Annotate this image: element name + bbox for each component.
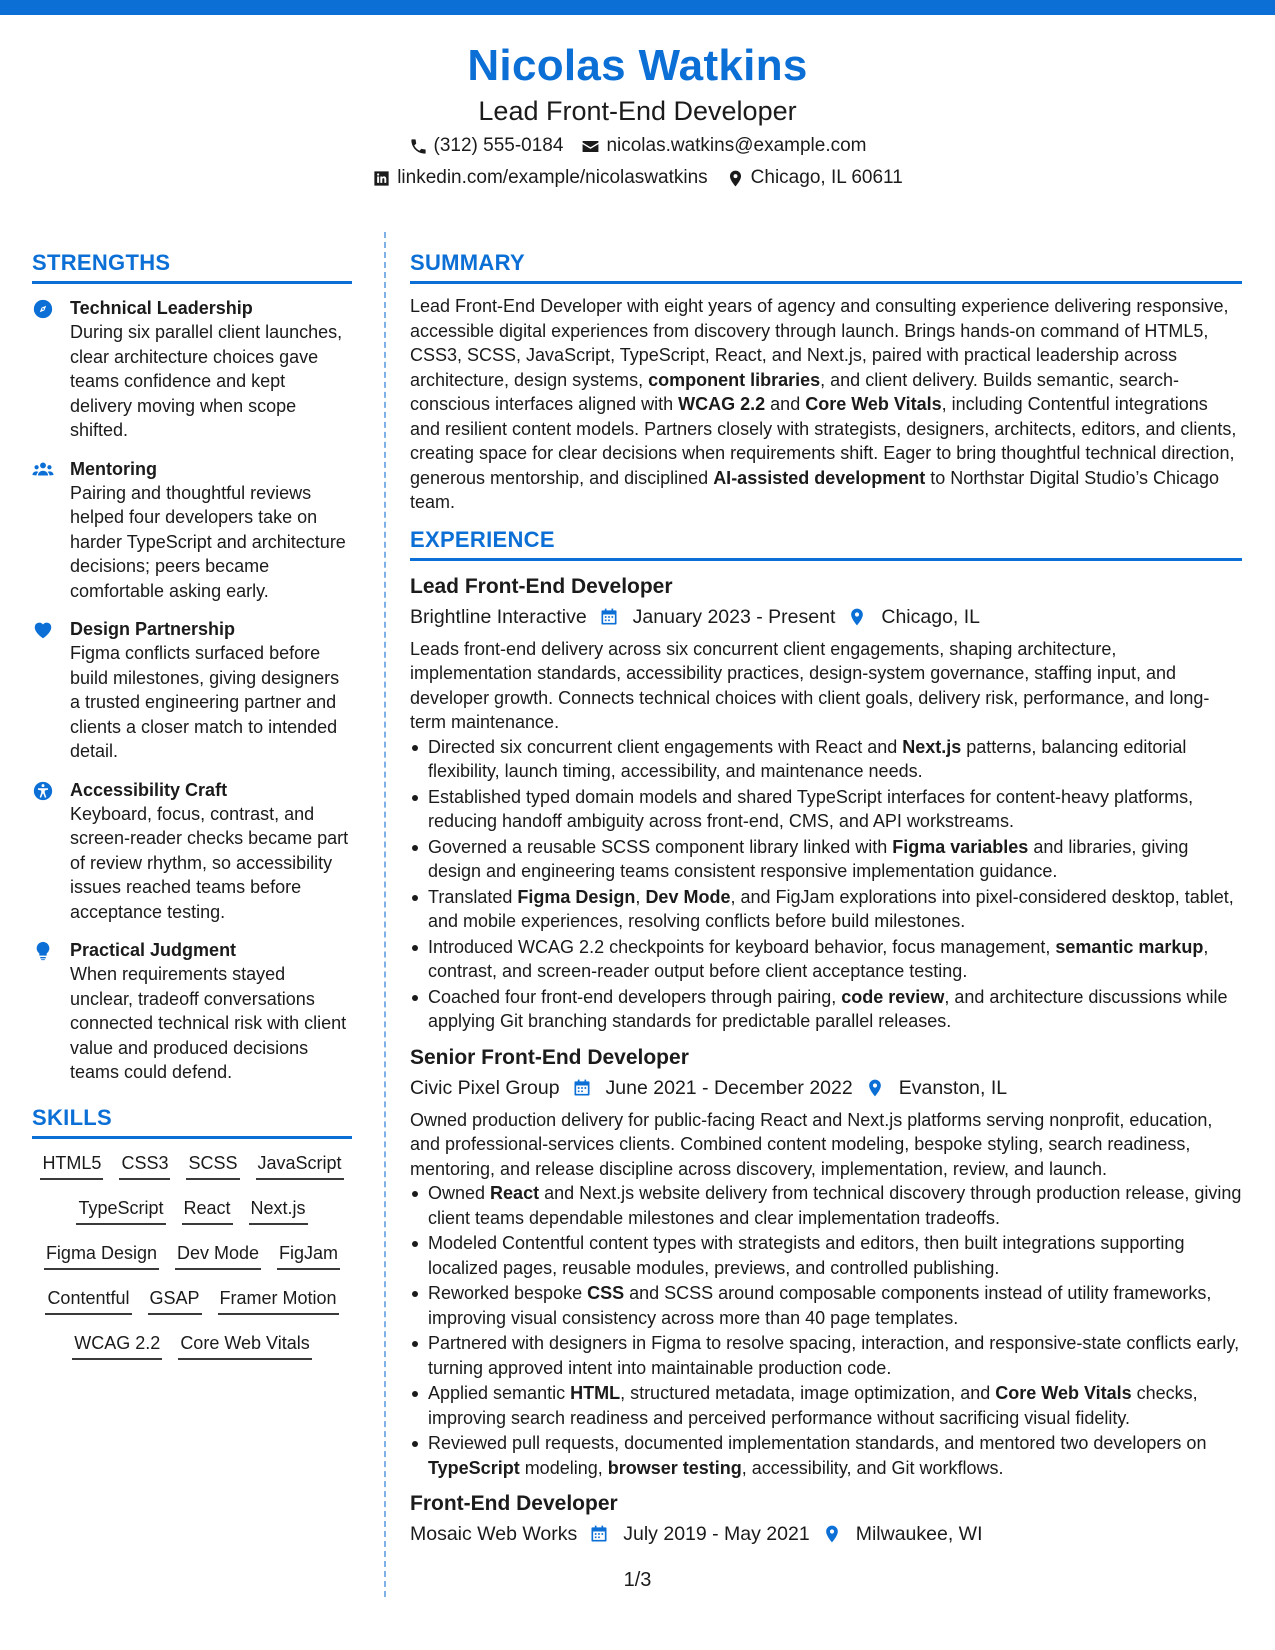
text-run: Reviewed pull requests, documented implementation standards, and mentored two developers on [428, 1433, 1207, 1453]
text-run: Governed a reusable SCSS component library linked with [428, 836, 893, 857]
bullet-item [428, 1231, 1242, 1280]
calendar-icon [589, 1524, 609, 1544]
contact-row-2 [0, 164, 1275, 192]
top-accent-bar [0, 0, 1275, 15]
skills-row [32, 1241, 352, 1270]
skill-tag: JavaScript [256, 1151, 344, 1180]
skills-row [32, 1331, 352, 1360]
job-bullets [410, 735, 1242, 1034]
emphasis-text: CSS [587, 1283, 625, 1303]
bullet-item [428, 1331, 1242, 1380]
job-company: Mosaic Web Works [410, 1523, 578, 1545]
lightbulb-icon [32, 940, 54, 962]
skills-row [32, 1151, 352, 1180]
bullet-item [428, 1431, 1242, 1480]
experience-heading: EXPERIENCE [410, 525, 1242, 561]
candidate-role: Lead Front-End Developer [478, 96, 797, 126]
skill-tag: React [182, 1196, 233, 1225]
text-run: , including Contentful integrations and resilient content models. Partners closely with strategists, designers, architects, editors, and clients, creating space for clear decisions when requirements shift. Eager to bring thoughtful technical direction, generous mentorship, and disciplined [410, 394, 1237, 488]
linkedin-contact[interactable] [372, 164, 707, 192]
text-run: and SCSS around composable components instead of utility frameworks, improving visual consistency across more than 40 page templates. [428, 1283, 1212, 1328]
contact-row-1 [0, 132, 1275, 160]
text-run: to Northstar Digital Studio’s Chicago team. [410, 467, 1220, 512]
phone-contact [409, 132, 564, 160]
job-entry [410, 1044, 1242, 1481]
skill-tag: GSAP [148, 1286, 202, 1315]
text-run: Modeled Contentful content types with strategists and editors, then built integrations supporting localized pages, reusable modules, previews, and controlled publishing. [428, 1233, 1185, 1278]
candidate-name: Nicolas Watkins [467, 41, 808, 90]
skill-tag: Framer Motion [218, 1286, 339, 1315]
skills-row [32, 1196, 352, 1225]
emphasis-text: code review [841, 986, 945, 1007]
email-text[interactable]: nicolas.watkins@example.com [606, 135, 867, 156]
text-run: and Next.js website delivery from technical discovery through production release, giving client teams dependable milestones and clear implementation tradeoffs. [428, 1183, 1242, 1228]
strength-title: Design Partnership [70, 619, 236, 639]
job-location: Milwaukee, WI [855, 1523, 983, 1545]
bullet-item [428, 1181, 1242, 1230]
text-run: , and client delivery. Builds semantic, search-conscious interfaces aligned with [410, 369, 1179, 414]
phone-icon [409, 137, 428, 156]
skill-tag: Next.js [249, 1196, 308, 1225]
skills-row [32, 1286, 352, 1315]
skills-section [32, 1103, 352, 1360]
job-meta [410, 601, 1242, 633]
left-column [32, 248, 352, 1376]
emphasis-text: Core Web Vitals [995, 1383, 1132, 1403]
job-location: Evanston, IL [898, 1076, 1008, 1099]
skill-tag: Contentful [45, 1286, 131, 1315]
emphasis-text: Next.js [902, 736, 962, 757]
strength-desc: Keyboard, focus, contrast, and screen-reader checks became part of review rhythm, so accessibility issues reached teams before acceptance testing. [70, 803, 349, 922]
skill-tag: HTML5 [40, 1151, 103, 1180]
text-run: Reworked bespoke [428, 1283, 588, 1303]
strength-item [32, 296, 352, 443]
map-pin-icon [865, 1078, 885, 1098]
text-run: Owned [428, 1183, 491, 1203]
map-pin-icon [822, 1524, 842, 1544]
emphasis-text: Figma Design [517, 886, 636, 907]
text-run: , accessibility, and Git workflows. [741, 1457, 1004, 1478]
strength-desc: During six parallel client launches, clear architecture choices gave teams confidence and kept delivery moving when scope shifted. [70, 322, 343, 440]
bullet-item [428, 935, 1242, 984]
text-run: Partnered with designers in Figma to resolve spacing, interaction, and responsive-state conflicts early, turning approved intent into maintainable production code. [428, 1333, 1240, 1378]
bullet-item [428, 835, 1242, 884]
emphasis-text: React [490, 1183, 540, 1203]
job-location: Chicago, IL [881, 605, 981, 628]
skill-tag: Core Web Vitals [178, 1331, 311, 1360]
right-column [410, 248, 1242, 1560]
emphasis-text: component libraries [648, 369, 821, 390]
job-dates: June 2021 - December 2022 [605, 1076, 853, 1099]
text-run: Coached four front-end developers through pairing, [428, 986, 842, 1007]
column-divider [384, 232, 386, 1597]
text-run: and [765, 394, 806, 414]
text-run: modeling, [519, 1457, 608, 1478]
text-run: patterns, balancing editorial flexibility, launch timing, accessibility, and maintenance needs. [428, 736, 1187, 781]
skill-tag: CSS3 [119, 1151, 170, 1180]
job-title: Front-End Developer [410, 1492, 618, 1515]
summary-heading: SUMMARY [410, 248, 1242, 284]
skill-tag: Dev Mode [175, 1241, 261, 1270]
job-meta [410, 1518, 1242, 1550]
resume-header [0, 40, 1275, 192]
summary-text [410, 294, 1242, 515]
skill-tag: WCAG 2.2 [72, 1331, 162, 1360]
strengths-heading: STRENGTHS [32, 248, 352, 284]
emphasis-text: Dev Mode [645, 886, 731, 907]
skill-tag: Figma Design [44, 1241, 159, 1270]
strength-item [32, 617, 352, 764]
text-run: , contrast, and screen-reader output before client acceptance testing. [428, 936, 1209, 981]
text-run: Introduced WCAG 2.2 checkpoints for keyboard behavior, focus management, [428, 936, 1056, 957]
bullet-item [428, 735, 1242, 784]
strength-title: Practical Judgment [70, 940, 237, 960]
text-run: Applied semantic [428, 1383, 571, 1403]
skill-tag: FigJam [277, 1241, 340, 1270]
emphasis-text: AI-assisted development [713, 467, 926, 488]
strength-item [32, 938, 352, 1085]
text-run: checks, improving search readiness and perceived performance without sacrificing visual fidelity. [428, 1383, 1198, 1428]
page-number: 1/3 [623, 1569, 652, 1591]
strength-title: Mentoring [70, 458, 157, 479]
skill-tag: TypeScript [76, 1196, 165, 1225]
bullet-item [428, 785, 1242, 834]
job-description: Owned production delivery for public-facing React and Next.js platforms serving nonprofit, education, and professional-services clients. Combined content modeling, bespoke styling, search readiness, mentoring, and release discipline across discovery, implementation, review, and launch. [410, 1109, 1213, 1179]
emphasis-text: browser testing [607, 1457, 742, 1478]
linkedin-icon [372, 169, 391, 188]
strength-desc: When requirements stayed unclear, tradeoff conversations connected technical risk with client value and produced decisions teams could defend. [70, 964, 347, 1082]
text-run: , and FigJam explorations into pixel-considered desktop, tablet, and mobile experiences, resolving conflicts before build milestones. [428, 886, 1234, 931]
skill-tag: SCSS [186, 1151, 239, 1180]
job-title: Senior Front-End Developer [410, 1045, 689, 1069]
text-run: Established typed domain models and shared TypeScript interfaces for content-heavy platforms, reducing handoff ambiguity across front-end, CMS, and API workstreams. [428, 786, 1194, 831]
text-run: Lead Front-End Developer with eight years of agency and consulting experience delivering responsive, accessible digital experiences from discovery through launch. Brings hands-on command of HTML5, CSS3, SCSS, JavaScript, TypeScript, React, and Next.js, paired with practical leadership across architecture, design systems, [410, 296, 1229, 390]
job-company: Brightline Interactive [410, 605, 587, 628]
job-dates: January 2023 - Present [632, 605, 836, 628]
bullet-item [428, 985, 1242, 1034]
accessibility-icon [32, 780, 54, 802]
text-run: , [635, 886, 646, 907]
strength-desc: Figma conflicts surfaced before build milestones, giving designers a trusted engineering partner and clients a closer match to intended detail. [70, 643, 340, 761]
bullet-item [428, 1381, 1242, 1430]
emphasis-text: TypeScript [428, 1457, 520, 1478]
emphasis-text: Core Web Vitals [805, 394, 942, 414]
text-run: , and architecture discussions while applying Git branching standards for predictable parallel releases. [428, 986, 1228, 1031]
emphasis-text: HTML [570, 1383, 621, 1403]
strength-title: Technical Leadership [70, 298, 253, 318]
emphasis-text: Figma variables [892, 836, 1029, 857]
emphasis-text: WCAG 2.2 [678, 394, 766, 414]
calendar-icon [572, 1078, 592, 1098]
job-description: Leads front-end delivery across six concurrent client engagements, shaping architecture, implementation standards, accessibility practices, design-system governance, staffing input, and developer growth. Connects technical choices with client goals, delivery risk, performance, and long-term maintenance. [410, 638, 1210, 732]
location-contact [726, 164, 903, 192]
compass-icon [32, 298, 54, 320]
bullet-item [428, 885, 1242, 934]
envelope-icon [581, 137, 600, 156]
job-bullets [410, 1181, 1242, 1480]
job-company: Civic Pixel Group [410, 1076, 560, 1099]
email-contact[interactable] [581, 132, 866, 160]
bullet-item [428, 1281, 1242, 1330]
users-icon [32, 459, 54, 481]
map-pin-icon [847, 607, 867, 627]
linkedin-text[interactable]: linkedin.com/example/nicolaswatkins [397, 167, 708, 188]
calendar-icon [599, 607, 619, 627]
strength-desc: Pairing and thoughtful reviews helped four developers take on harder TypeScript and architecture decisions; peers became comfortable asking early. [70, 482, 346, 601]
emphasis-text: semantic markup [1055, 936, 1204, 957]
text-run: Directed six concurrent client engagements with React and [428, 736, 903, 757]
strength-item [32, 457, 352, 604]
strength-title: Accessibility Craft [70, 779, 228, 800]
job-entry [410, 573, 1242, 1034]
job-dates: July 2019 - May 2021 [623, 1523, 810, 1545]
text-run: and libraries, giving design and engineering teams consistent responsive implementation guidance. [428, 836, 1189, 881]
location-text: Chicago, IL 60611 [750, 167, 903, 188]
text-run: Translated [428, 886, 518, 907]
skills-heading: SKILLS [32, 1103, 352, 1139]
text-run: , structured metadata, image optimization, and [620, 1383, 996, 1403]
job-meta [410, 1072, 1242, 1104]
heart-icon [32, 619, 54, 641]
job-entry [410, 1490, 1242, 1550]
job-title: Lead Front-End Developer [410, 574, 673, 598]
strength-item [32, 778, 352, 925]
phone-text: (312) 555-0184 [433, 135, 564, 156]
map-pin-icon [726, 169, 745, 188]
